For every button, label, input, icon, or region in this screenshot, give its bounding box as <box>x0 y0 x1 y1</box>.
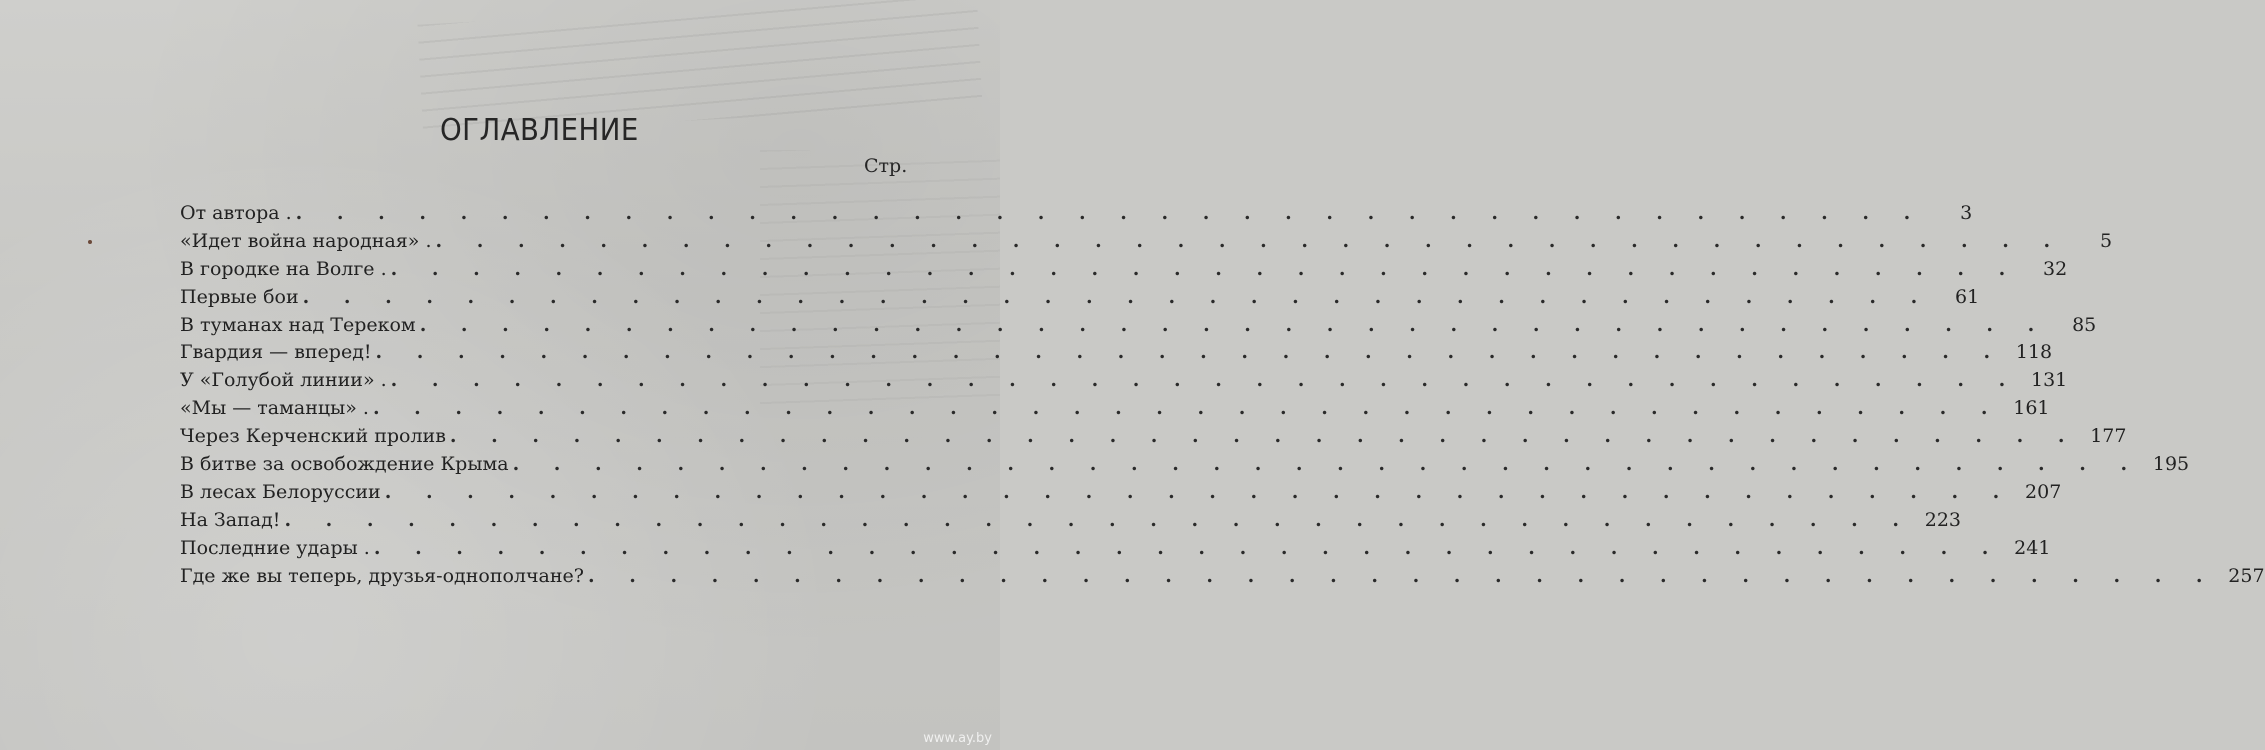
toc-entry <box>180 536 2051 565</box>
toc-entry <box>180 341 2053 369</box>
toc-entry <box>180 202 1973 230</box>
dot-leader: . . . . . . . . . . . . . . . . . . . . . . . . . . . . . . . . . . . . . . . . <box>373 536 2003 559</box>
toc-entry <box>180 508 1962 537</box>
toc-entry <box>180 257 2068 286</box>
toc-entry <box>180 425 2127 453</box>
toc-entry-title: «Мы — таманцы» . <box>180 397 369 420</box>
toc-entry-page: 207 <box>2025 480 2062 503</box>
dot-leader: . . . . . . . . . . . . . . . . . . . . . . . . . . . . . . . . . . . . . . . . <box>512 453 2142 476</box>
dot-leader: . . . . . . . . . . . . . . . . . . . . . . . . . . . . . . . . . . . . . . . . <box>302 285 1932 308</box>
dot-leader: . . . . . . . . . . . . . . . . . . . . . . . . . . . . . . . . . . . . . . . . <box>390 257 2020 280</box>
dot-leader: . . . . . . . . . . . . . . . . . . . . . . . . . . . . . . . . . . . . . . . . <box>390 369 2020 392</box>
toc-entry-page: 5 <box>2099 229 2113 252</box>
toc-entry-title: Последние удары . <box>180 536 370 559</box>
toc-entry <box>180 313 2097 342</box>
page-column-header: Стр. <box>864 155 908 177</box>
toc-entry <box>180 285 1980 314</box>
toc-entry-page: 177 <box>2090 425 2127 448</box>
watermark: www.ay.by <box>923 731 992 746</box>
ink-spot <box>88 240 92 244</box>
toc-entry-title: В городке на Волге . <box>180 257 387 280</box>
dot-leader: . . . . . . . . . . . . . . . . . . . . . . . . . . . . . . . . . . . . . . . . <box>284 508 1914 531</box>
toc-entry-title: На Запад! <box>180 508 281 531</box>
toc-entry <box>180 564 2265 593</box>
toc-entry-page: 3 <box>1960 202 1973 224</box>
toc-entry-title: В лесах Белоруссии <box>180 480 381 503</box>
toc-entry-page: 85 <box>2072 313 2097 336</box>
toc-entry <box>180 480 2062 509</box>
dot-leader: . . . . . . . . . . . . . . . . . . . . . . . . . . . . . . . . . . . . . . . . <box>384 480 2014 503</box>
toc-entry-page: 131 <box>2030 369 2068 392</box>
toc-entry-page: 257 <box>2228 564 2265 587</box>
dot-leader: . . . . . . . . . . . . . . . . . . . . . . . . . . . . . . . . . . . . . . . . <box>295 202 1925 224</box>
toc-entry <box>180 453 2190 481</box>
dot-leader: . . . . . . . . . . . . . . . . . . . . . . . . . . . . . . . . . . . . . . . . <box>419 313 2049 336</box>
toc-entry-page: 161 <box>2013 397 2050 420</box>
toc-entry-page: 195 <box>2152 453 2190 476</box>
toc-entry-title: Где же вы теперь, друзья-однополчане? <box>180 564 584 587</box>
toc-title: ОГЛАВЛЕНИЕ <box>440 113 639 148</box>
toc-entry <box>180 229 2113 258</box>
toc-entry-page: 32 <box>2043 257 2068 280</box>
toc-entry-title: Через Керченский пролив <box>180 425 446 448</box>
toc-entry <box>180 369 2068 397</box>
toc-entry-page: 241 <box>2014 536 2051 559</box>
table-of-contents <box>180 202 2265 592</box>
toc-entry-page: 61 <box>1955 285 1980 308</box>
toc-entry-title: Первые бои <box>180 285 299 308</box>
dot-leader: . . . . . . . . . . . . . . . . . . . . . . . . . . . . . . . . . . . . . . . . <box>375 341 2005 364</box>
toc-entry-title: От автора . <box>180 202 292 224</box>
dot-leader: . . . . . . . . . . . . . . . . . . . . . . . . . . . . . . . . . . . . . . . . <box>372 397 2002 420</box>
toc-entry-page: 118 <box>2015 341 2053 364</box>
toc-entry <box>180 397 2050 425</box>
toc-entry-title: Гвардия — вперед! <box>180 341 372 364</box>
dot-leader: . . . . . . . . . . . . . . . . . . . . . . . . . . . . . . . . . . . . . . . . <box>449 425 2079 448</box>
dot-leader: . . . . . . . . . . . . . . . . . . . . . . . . . . . . . . . . . . . . . . . . <box>435 229 2065 252</box>
toc-entry-title: У «Голубой линии» . <box>180 369 387 392</box>
toc-entry-title: В битве за освобождение Крыма <box>180 453 509 476</box>
toc-entry-page: 223 <box>1924 508 1962 531</box>
dot-leader: . . . . . . . . . . . . . . . . . . . . . . . . . . . . . . . . . . . . . . . . <box>587 564 2217 587</box>
toc-entry-title: «Идет война народная» . <box>180 229 432 252</box>
toc-entry-title: В туманах над Тереком <box>180 313 416 336</box>
